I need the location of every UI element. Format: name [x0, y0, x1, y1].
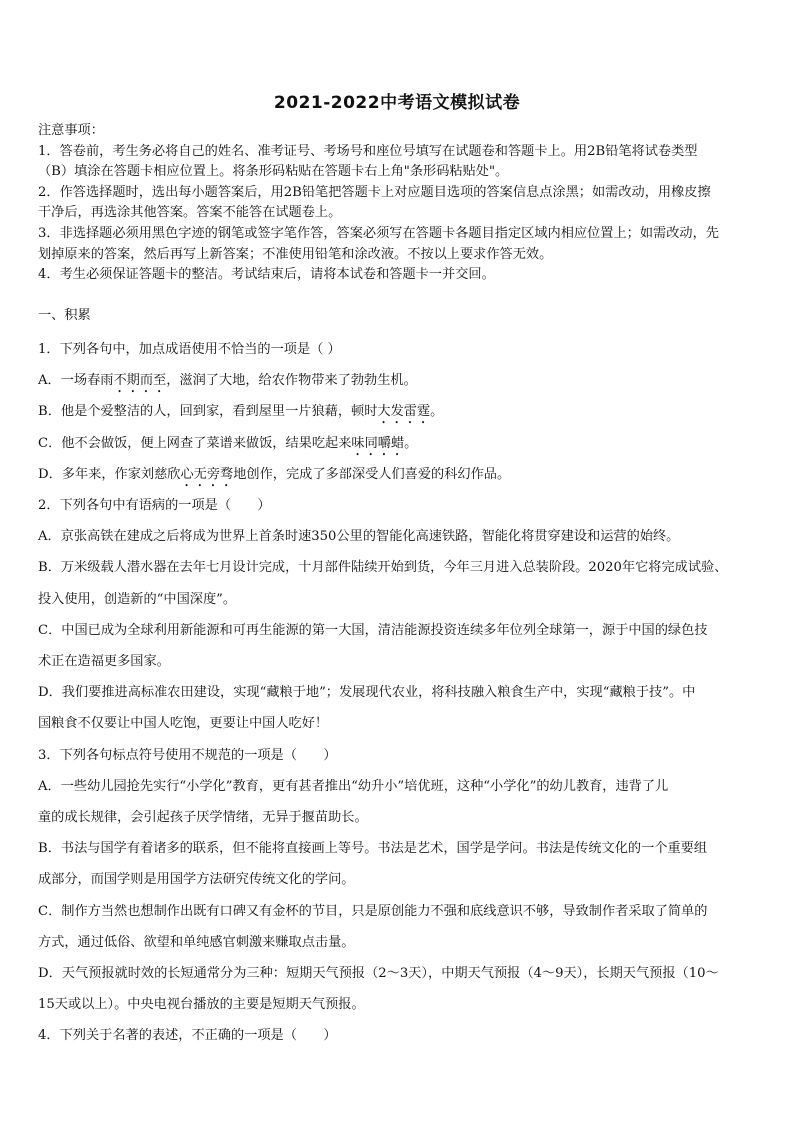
option-c-cont: 方式，通过低俗、欲望和单纯感官刺激来赚取点击量。 [38, 934, 355, 950]
notice-line: （B）填涂在答题卡相应位置上。将条形码粘贴在答题卡右上角"条形码粘贴处"。 [38, 164, 509, 180]
option-b: B．书法与国学有着诸多的联系，但不能将直接画上等号。书法是艺术，国学是学问。书法是传统文化的一个重要组 [38, 841, 708, 857]
notice-line: 划掉原来的答案，然后再写上新答案；不准使用铅笔和涂改液。不按以上要求作答无效。 [38, 246, 553, 262]
question-stem: 3．下列各句标点符号使用不规范的一项是（ ） [38, 747, 337, 763]
option-d: D．我们要推进高标准农田建设，实现“藏粮于地”；发展现代农业，将科技融入粮食生产中，实现“藏粮于技”。中 [38, 685, 696, 701]
notice-heading: 注意事项： [38, 123, 104, 138]
notice-line: 干净后，再选涂其他答案。答案不能答在试题卷上。 [38, 205, 342, 221]
section-heading: 一、积累 [38, 308, 91, 323]
option-d: D．天气预报就时效的长短通常分为三种：短期天气预报（2～3天），中期天气预报（4～9天），长期天气预报（10～ [38, 966, 719, 982]
option-text: 地创作，完成了多部深受人们喜爱的科幻作品。 [233, 466, 511, 482]
option-a: A．京张高铁在建成之后将成为世界上首条时速350公里的智能化高速铁路，智能化将贯穿建设和运营的始终。 [38, 529, 680, 545]
option-text: D．多年来，作家刘慈欣 [38, 466, 181, 482]
option-c [38, 428, 760, 459]
question-stem: 4．下列关于名著的表述，不正确的一项是（ ） [38, 1028, 337, 1044]
question-2 [38, 490, 760, 740]
option-text: A．一场春雨 [38, 373, 114, 389]
option-d-cont: 15天或以上）。中央电视台播放的主要是短期天气预报。 [38, 997, 365, 1013]
option-a [38, 365, 760, 396]
option-text: B．他是个爱整洁的人，回到家，看到屋里一片狼藉，顿时 [38, 404, 378, 420]
notice-line: 3．非选择题必须用黑色字迹的钢笔或签字笔作答，答案必须写在答题卡各题目指定区域内相应位置上；如需改动，先 [38, 225, 719, 241]
option-text: ，滋润了大地，给农作物带来了勃勃生机。 [166, 373, 417, 389]
notice-line: 1．答卷前，考生务必将自己的姓名、准考证号、考场号和座位号填写在试题卷和答题卡上。用2B铅笔将试卷类型 [38, 143, 698, 159]
option-b-cont: 投入使用，创造新的“中国深度”。 [38, 591, 237, 607]
option-b [38, 396, 760, 427]
option-c: C．制作方当然也想制作出既有口碑又有金杯的节目，只是原创能力不强和底线意识不够，导致制作者采取了简单的 [38, 903, 708, 919]
page-title: 2021-2022中考语文模拟试卷 [273, 93, 521, 113]
option-d-cont: 国粮食不仅要让中国人吃饱，更要让中国人吃好！ [38, 716, 329, 732]
notice-line: 4．考生必须保证答题卡的整洁。考试结束后，请将本试卷和答题卡一并交回。 [38, 267, 495, 283]
questions [38, 306, 760, 1052]
option-b: B．万米级载人潜水器在去年七月设计完成，十月部件陆续开始到货，今年三月进入总装阶段。2020年它将完成试验、 [38, 560, 728, 576]
option-text: 。 [430, 404, 444, 420]
question-stem: 1．下列各句中，加点成语使用不恰当的一项是（ ） [38, 342, 341, 357]
dotted-idiom: 心无旁骛 [180, 466, 234, 482]
option-a-cont: 童的成长规律，会引起孩子厌学情绪，无异于揠苗助长。 [38, 810, 368, 826]
option-c-cont: 术正在造福更多国家。 [38, 654, 170, 670]
question-stem: 2．下列各句中有语病的一项是（ ） [38, 498, 271, 514]
option-text: C．他不会做饭，便上网查了菜谱来做饭，结果吃起来 [38, 435, 352, 451]
option-c: C．中国已成为全球利用新能源和可再生能源的第一大国，清洁能源投资连续多年位列全球第一，源于中国的绿色技 [38, 622, 708, 638]
question-3 [38, 740, 760, 1021]
option-b-cont: 成部分，而国学则是用国学方法研究传统文化的学问。 [38, 872, 355, 888]
option-a: A．一些幼儿园抢先实行“小学化”教育，更有甚者推出“幼升小”培优班，这种“小学化”的幼儿教育，违背了儿 [38, 778, 669, 794]
question-4 [38, 1020, 760, 1051]
notice-block [38, 121, 760, 286]
dotted-idiom: 大发雷霆 [377, 404, 431, 420]
option-text: 。 [404, 435, 418, 451]
dotted-idiom: 不期而至 [113, 373, 167, 389]
notice-line: 2．作答选择题时，选出每小题答案后，用2B铅笔把答题卡上对应题目选项的答案信息点涂黑；如需改动，用橡皮擦 [38, 184, 711, 200]
option-d [38, 459, 760, 490]
dotted-idiom: 味同嚼蜡 [351, 435, 405, 451]
question-1 [38, 334, 760, 490]
